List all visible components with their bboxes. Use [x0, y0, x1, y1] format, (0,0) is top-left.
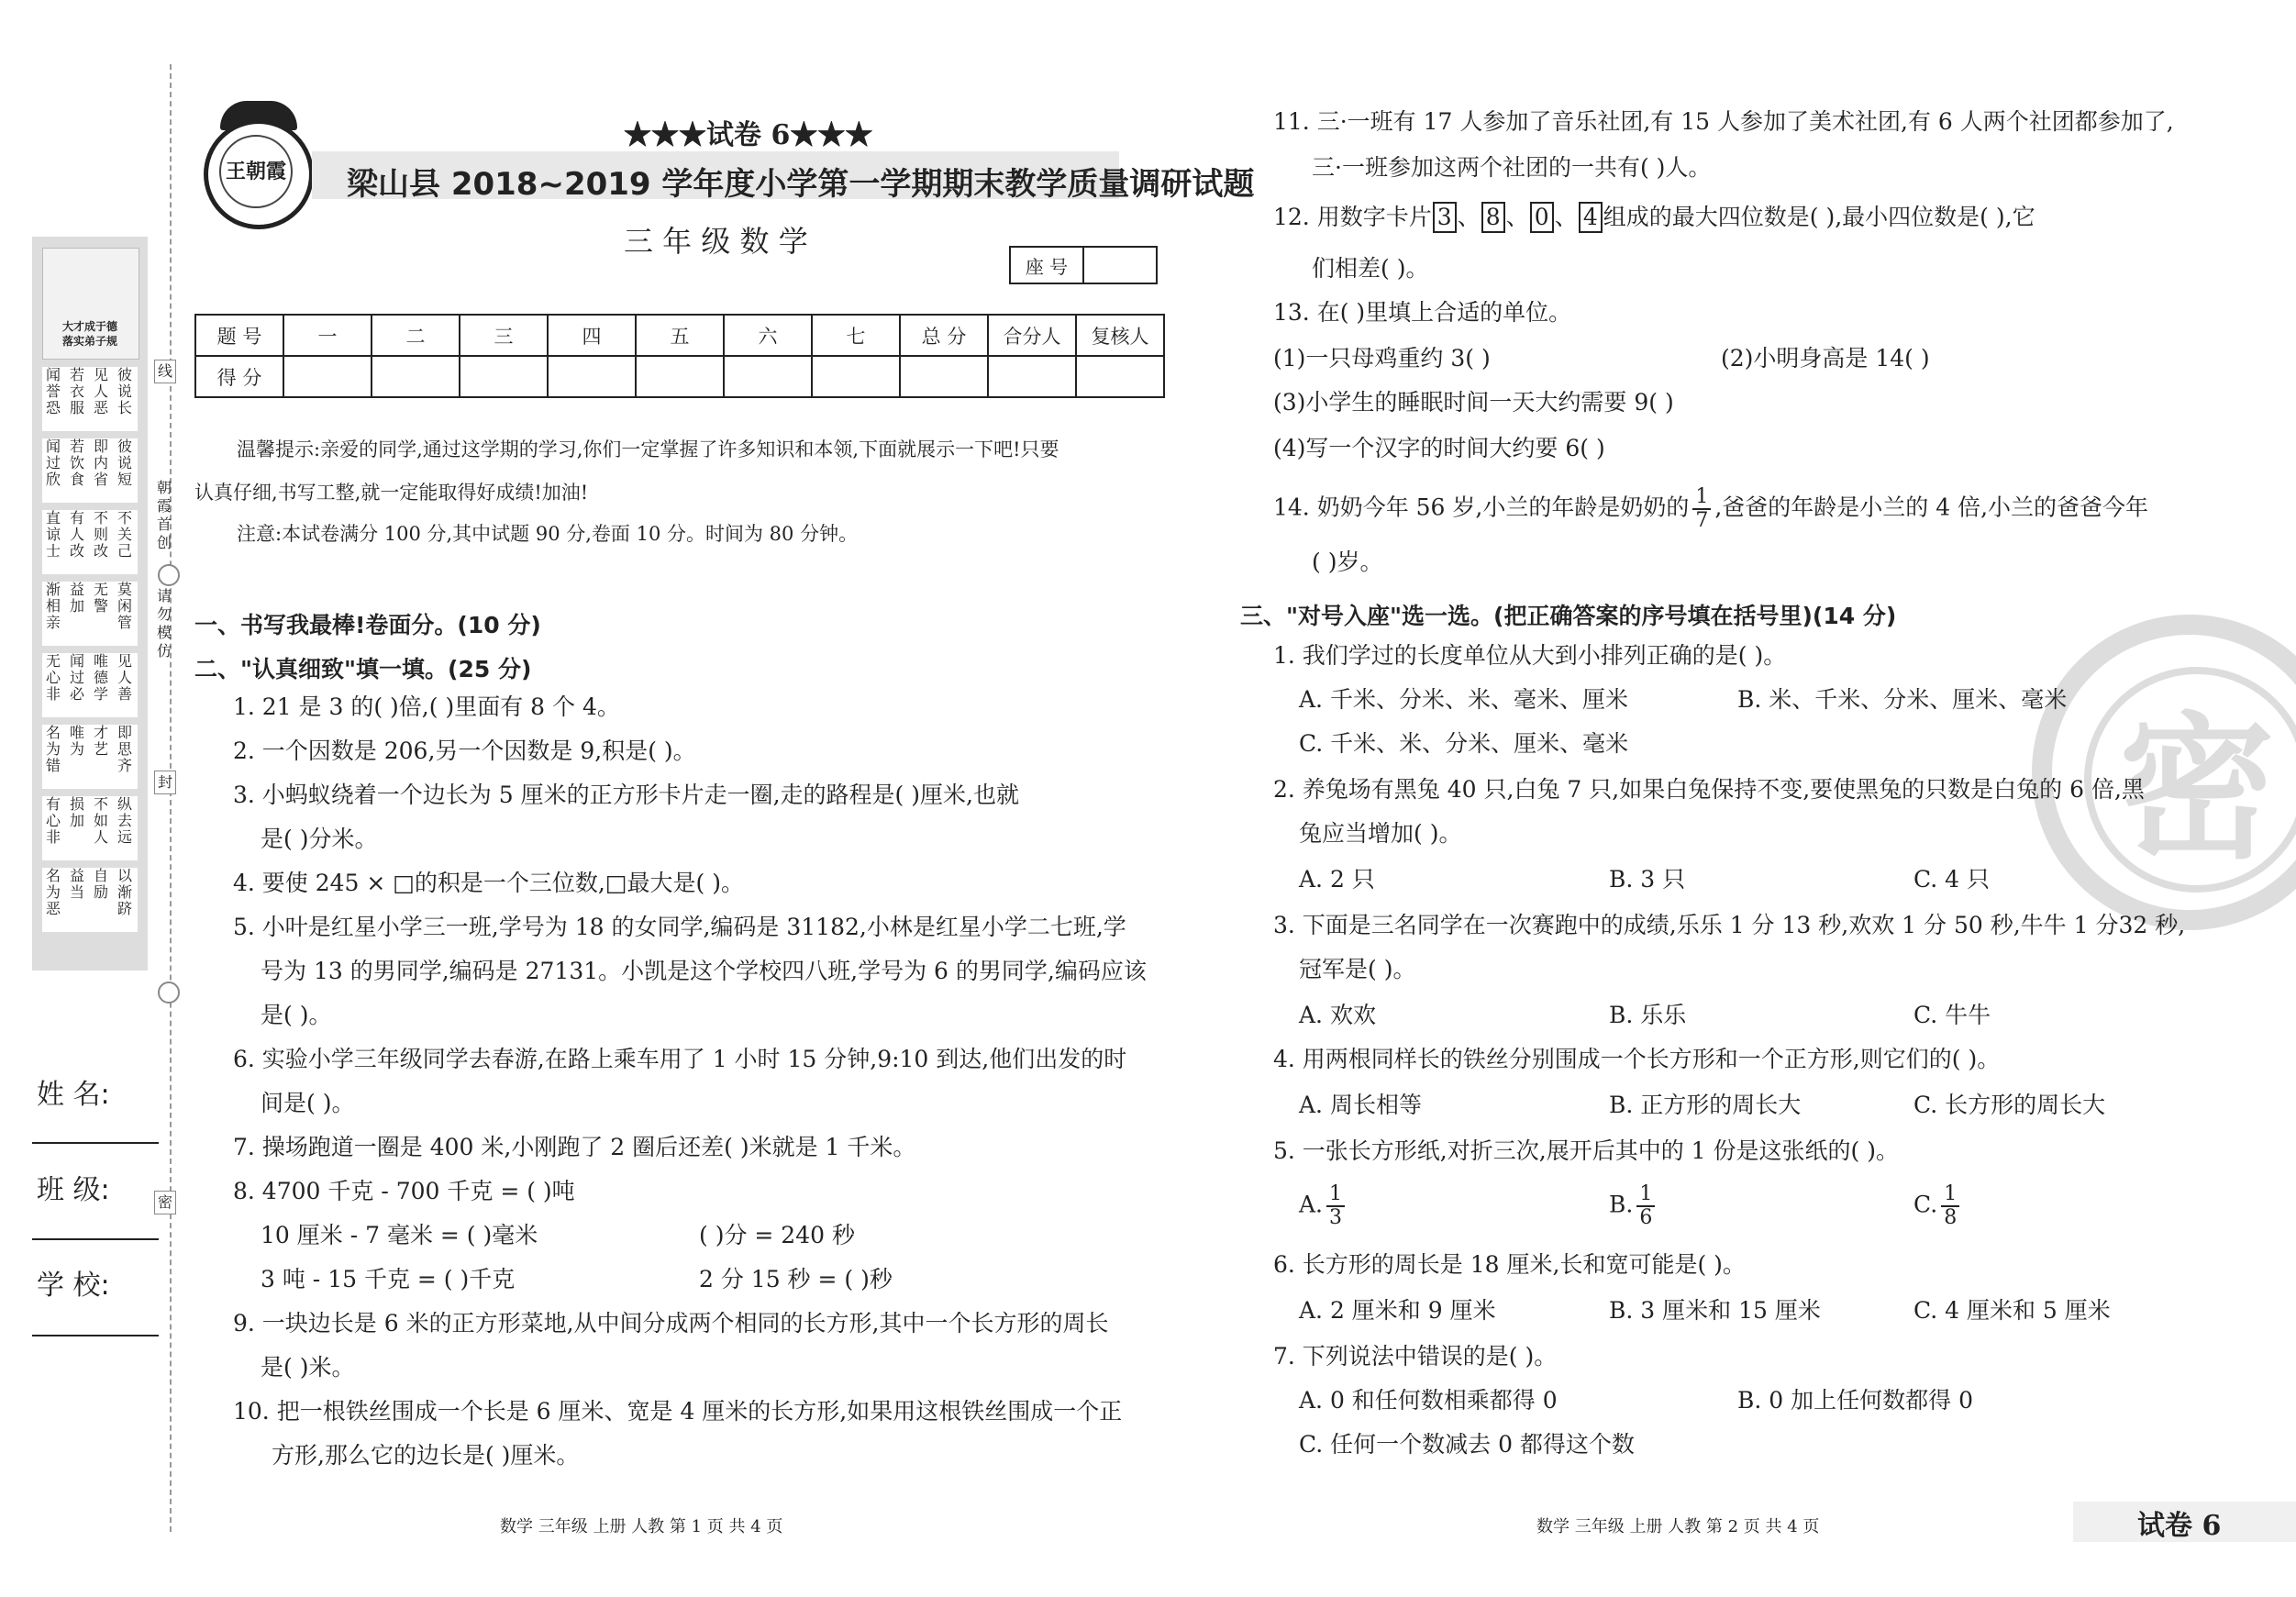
score-cell[interactable] — [460, 356, 548, 397]
poem-column: 唯 德 学 — [93, 652, 108, 703]
question-6: 6. 实验小学三年级同学去春游,在路上乘车用了 1 小时 15 分钟,9:10 到达,他们出发的时 — [233, 1046, 1127, 1072]
fraction-denominator: 3 — [1329, 1206, 1343, 1229]
poem-column: 无 心 非 — [45, 652, 61, 703]
score-value-row — [195, 356, 1164, 397]
poem-column: 名 为 错 — [45, 724, 61, 774]
choice-2-cont: 兔应当增加( )。 — [1299, 820, 1462, 847]
section-1-heading: 一、书写我最棒!卷面分。(10 分) — [194, 612, 541, 638]
motto-line-2: 落实弟子规 — [61, 335, 117, 348]
choice-1-option-c: C. 千米、米、分米、厘米、毫米 — [1299, 730, 1629, 757]
poem-column: 不 则 改 — [93, 509, 108, 560]
name-field[interactable] — [32, 1142, 159, 1144]
poem-column: 无 警 — [93, 581, 108, 615]
poem-column: 见 人 善 — [116, 652, 132, 703]
name-label: 姓 名: — [37, 1079, 110, 1111]
choice-7-option-b: B. 0 加上任何数都得 0 — [1737, 1387, 1973, 1414]
score-header-cell: 题 号 — [195, 315, 283, 356]
question-8-c: ( )分 = 240 秒 — [699, 1222, 855, 1248]
question-14-cont: ( )岁。 — [1312, 549, 1383, 575]
score-header-cell: 合分人 — [988, 315, 1076, 356]
choice-6-option-b: B. 3 厘米和 15 厘米 — [1609, 1297, 1821, 1324]
question-5-cont-1: 号为 13 的男同学,编码是 27131。小凯是这个学校四八班,学号为 6 的男同学,编码应该 — [261, 958, 1147, 984]
corner-badge: 试卷 6 — [2137, 1510, 2222, 1542]
fraction-numerator: 1 — [1941, 1183, 1959, 1207]
question-7: 7. 操场跑道一圈是 400 米,小刚跑了 2 圈后还差( )米就是 1 千米。 — [233, 1134, 916, 1160]
choice-5-option-c — [1913, 1183, 1963, 1229]
question-13-3: (3)小学生的睡眠时间一天大约需要 9( ) — [1273, 389, 1674, 416]
motto-line-1: 大才成于德 — [61, 320, 117, 333]
question-14-prefix: 14. 奶奶今年 56 岁,小兰的年龄是奶奶的 — [1273, 494, 1690, 521]
poem-column: 有 心 非 — [45, 795, 61, 846]
choice-1: 1. 我们学过的长度单位从大到小排列正确的是( )。 — [1273, 642, 1787, 669]
poem-column: 即 思 齐 — [116, 724, 132, 774]
binding-circle-1 — [158, 564, 180, 586]
option-letter: A. — [1299, 1191, 1324, 1218]
score-cell[interactable] — [548, 356, 636, 397]
vertical-note-2: 请 勿 模 仿 — [156, 587, 172, 660]
score-table — [194, 314, 1165, 398]
poem-column: 自 励 — [93, 867, 108, 901]
sidebar-motto — [40, 319, 139, 349]
poem-column: 见 人 恶 — [93, 366, 108, 416]
choice-4: 4. 用两根同样长的铁丝分别围成一个长方形和一个正方形,则它们的( )。 — [1273, 1046, 2001, 1072]
poem-column: 莫 闲 管 — [116, 581, 132, 631]
score-cell[interactable] — [988, 356, 1076, 397]
class-field[interactable] — [32, 1238, 159, 1240]
option-letter: B. — [1609, 1191, 1634, 1218]
school-label: 学 校: — [37, 1270, 110, 1302]
score-header-row — [195, 315, 1164, 356]
poem-column: 以 渐 跻 — [116, 867, 132, 917]
score-header-cell: 二 — [372, 315, 460, 356]
poem-column: 名 为 恶 — [45, 867, 61, 917]
score-cell[interactable] — [636, 356, 724, 397]
poem-column: 纵 去 远 — [116, 795, 132, 846]
poem-column: 不 如 人 — [93, 795, 108, 846]
number-card: 4 — [1579, 202, 1603, 233]
question-14 — [1273, 486, 2148, 532]
score-header-cell: 六 — [724, 315, 812, 356]
fraction-one-seventh — [1692, 486, 1711, 532]
question-10-cont: 方形,那么它的边长是( )厘米。 — [272, 1442, 580, 1469]
choice-2-option-b: B. 3 只 — [1609, 866, 1686, 893]
choice-1-option-a: A. 千米、分米、米、毫米、厘米 — [1299, 686, 1628, 713]
choice-4-option-c: C. 长方形的周长大 — [1913, 1092, 2106, 1118]
poem-column: 不 关 己 — [116, 509, 132, 560]
question-3-cont: 是( )分米。 — [261, 826, 378, 852]
score-header-cell: 总 分 — [900, 315, 988, 356]
choice-2-option-a: A. 2 只 — [1299, 866, 1375, 893]
poem-column: 益 当 — [69, 867, 84, 901]
choice-2-option-c: C. 4 只 — [1913, 866, 1990, 893]
score-header-cell: 复核人 — [1076, 315, 1164, 356]
choice-3-cont: 冠军是( )。 — [1299, 956, 1416, 982]
score-header-cell: 三 — [460, 315, 548, 356]
poem-column: 彼 说 短 — [116, 438, 132, 488]
binding-tag-seal: 封 — [154, 771, 176, 794]
question-13-1: (1)一只母鸡重约 3( ) — [1273, 345, 1491, 372]
score-header-cell: 七 — [812, 315, 900, 356]
choice-7-option-a: A. 0 和任何数相乘都得 0 — [1299, 1387, 1558, 1414]
stamp-char: 密 — [2118, 697, 2275, 881]
binding-tag-line: 线 — [154, 360, 176, 383]
choice-4-option-b: B. 正方形的周长大 — [1609, 1092, 1802, 1118]
secret-stamp — [2032, 615, 2296, 930]
footer-right: 数学 三年级 上册 人教 第 2 页 共 4 页 — [1536, 1517, 1820, 1536]
choice-5: 5. 一张长方形纸,对折三次,展开后其中的 1 份是这张纸的( )。 — [1273, 1137, 1899, 1164]
fraction-denominator: 6 — [1639, 1206, 1653, 1229]
score-header-cell: 五 — [636, 315, 724, 356]
fraction-one-sixth — [1636, 1183, 1655, 1229]
vertical-note-1: 朝 霞 首 创 — [156, 479, 172, 551]
score-cell[interactable] — [724, 356, 812, 397]
question-12: 12. 用数字卡片 3 、 8 、 0 、 4 组成的最大四位数是( ),最小四位数是( ),它 — [1273, 202, 2035, 233]
score-row-label: 得 分 — [195, 356, 283, 397]
question-12-cont: 们相差( )。 — [1312, 255, 1429, 282]
section-2-heading: 二、"认真细致"填一填。(25 分) — [194, 656, 532, 682]
poem-column: 才 艺 — [93, 724, 108, 758]
fraction-numerator: 1 — [1636, 1183, 1655, 1207]
question-4: 4. 要使 245 × □的积是一个三位数,□最大是( )。 — [233, 870, 744, 896]
poem-column: 若 衣 服 — [69, 366, 84, 416]
exam-title: 梁山县 2018~2019 学年度小学第一学期期末教学质量调研试题 — [347, 166, 1255, 203]
seat-label: 座 号 — [1010, 247, 1083, 283]
question-6-cont: 间是( )。 — [261, 1090, 355, 1116]
choice-7: 7. 下列说法中错误的是( )。 — [1273, 1343, 1558, 1370]
question-13-4: (4)写一个汉字的时间大约要 6( ) — [1273, 435, 1605, 461]
score-cell[interactable] — [283, 356, 372, 397]
poem-column: 有 人 改 — [69, 509, 84, 560]
poem-column: 即 内 省 — [93, 438, 108, 488]
score-header-cell: 一 — [283, 315, 372, 356]
notice-line-2: 认真仔细,书写工整,就一定能取得好成绩!加油! — [194, 482, 589, 504]
number-card: 3 — [1433, 202, 1457, 233]
class-label: 班 级: — [37, 1174, 110, 1206]
question-11-cont: 三·一班参加这两个社团的一共有( )人。 — [1312, 154, 1712, 181]
question-5: 5. 小叶是红星小学三一班,学号为 18 的女同学,编码是 31182,小林是红星小学二七班,学 — [233, 914, 1126, 940]
question-9-cont: 是( )米。 — [261, 1354, 355, 1381]
poem-column: 直 谅 士 — [45, 509, 61, 560]
score-header-cell: 四 — [548, 315, 636, 356]
poem-column: 损 加 — [69, 795, 84, 829]
choice-3: 3. 下面是三名同学在一次赛跑中的成绩,乐乐 1 分 13 秒,欢欢 1 分 50 秒,牛牛 1 分32 秒, — [1273, 912, 2186, 938]
question-13: 13. 在( )里填上合适的单位。 — [1273, 299, 1572, 326]
choice-5-option-a — [1299, 1183, 1348, 1229]
question-8-d: 3 吨 - 15 千克 = ( )千克 — [261, 1266, 516, 1292]
poem-column: 闻 过 欣 — [45, 438, 61, 488]
binding-circle-2 — [158, 981, 180, 1004]
choice-1-option-b: B. 米、千米、分米、厘米、毫米 — [1737, 686, 2068, 713]
question-10: 10. 把一根铁丝围成一个长是 6 厘米、宽是 4 厘米的长方形,如果用这根铁丝围成一个正 — [233, 1398, 1123, 1425]
question-11: 11. 三·一班有 17 人参加了音乐社团,有 15 人参加了美术社团,有 6 人两个社团都参加了, — [1273, 108, 2174, 135]
question-1: 1. 21 是 3 的( )倍,( )里面有 8 个 4。 — [233, 693, 620, 720]
fraction-denominator: 7 — [1695, 509, 1709, 532]
poem-column: 渐 相 亲 — [45, 581, 61, 631]
fraction-numerator: 1 — [1326, 1183, 1345, 1207]
notice-line-3: 注意:本试卷满分 100 分,其中试题 90 分,卷面 10 分。时间为 80 分钟。 — [237, 523, 859, 545]
seat-input[interactable] — [1083, 247, 1157, 283]
paper-number: ★★★试卷 6★★★ — [624, 119, 873, 151]
score-cell[interactable] — [372, 356, 460, 397]
question-9: 9. 一块边长是 6 米的正方形菜地,从中间分成两个相同的长方形,其中一个长方形的周长 — [233, 1310, 1109, 1336]
question-8: 8. 4700 千克 - 700 千克 = ( )吨 — [233, 1178, 575, 1204]
score-cell[interactable] — [812, 356, 900, 397]
fraction-denominator: 8 — [1944, 1206, 1958, 1229]
poem-column: 闻 誉 恐 — [45, 366, 61, 416]
poem-column: 若 饮 食 — [69, 438, 84, 488]
logo-text: 王朝霞 — [219, 135, 293, 208]
seat-number-box — [1009, 246, 1158, 284]
choice-3-option-a: A. 欢欢 — [1299, 1002, 1376, 1028]
binding-tag-secret: 密 — [154, 1191, 176, 1214]
number-card: 0 — [1530, 202, 1554, 233]
question-2: 2. 一个因数是 206,另一个因数是 9,积是( )。 — [233, 738, 696, 764]
notice-line-1: 温馨提示:亲爱的同学,通过这学期的学习,你们一定掌握了许多知识和本领,下面就展示一下吧!只要 — [237, 438, 1059, 460]
score-cell[interactable] — [900, 356, 988, 397]
question-3: 3. 小蚂蚁绕着一个边长为 5 厘米的正方形卡片走一圈,走的路程是( )厘米,也就 — [233, 782, 1019, 808]
question-8-b: 10 厘米 - 7 毫米 = ( )毫米 — [261, 1222, 538, 1248]
question-5-cont-2: 是( )。 — [261, 1002, 332, 1028]
publisher-logo — [204, 119, 314, 229]
fraction-one-third — [1326, 1183, 1345, 1229]
choice-7-option-c: C. 任何一个数减去 0 都得这个数 — [1299, 1431, 1635, 1458]
question-14-suffix: ,爸爸的年龄是小兰的 4 倍,小兰的爸爸今年 — [1714, 494, 2149, 521]
question-12-prefix: 12. 用数字卡片 — [1273, 204, 1432, 230]
score-cell[interactable] — [1076, 356, 1164, 397]
school-field[interactable] — [32, 1335, 159, 1336]
choice-3-option-b: B. 乐乐 — [1609, 1002, 1687, 1028]
poem-column: 益 加 — [69, 581, 84, 615]
poem-column: 唯 为 — [69, 724, 84, 758]
question-8-e: 2 分 15 秒 = ( )秒 — [699, 1266, 893, 1292]
fraction-numerator: 1 — [1692, 486, 1711, 510]
number-card: 8 — [1481, 202, 1505, 233]
subject-title: 三 年 级 数 学 — [624, 224, 808, 259]
choice-6: 6. 长方形的周长是 18 厘米,长和宽可能是( )。 — [1273, 1251, 1746, 1278]
choice-3-option-c: C. 牛牛 — [1913, 1002, 1991, 1028]
section-3-heading: 三、"对号入座"选一选。(把正确答案的序号填在括号里)(14 分) — [1240, 603, 1897, 629]
choice-4-option-a: A. 周长相等 — [1299, 1092, 1422, 1118]
choice-2: 2. 养兔场有黑兔 40 只,白兔 7 只,如果白兔保持不变,要使黑兔的只数是白兔的 6 倍,黑 — [1273, 776, 2145, 803]
fraction-one-eighth — [1941, 1183, 1959, 1229]
binding-line — [170, 64, 172, 1532]
choice-5-option-b — [1609, 1183, 1658, 1229]
poem-column: 彼 说 长 — [116, 366, 132, 416]
choice-6-option-c: C. 4 厘米和 5 厘米 — [1913, 1297, 2111, 1324]
choice-6-option-a: A. 2 厘米和 9 厘米 — [1299, 1297, 1496, 1324]
option-letter: C. — [1913, 1191, 1938, 1218]
question-13-2: (2)小明身高是 14( ) — [1721, 345, 1930, 372]
footer-left: 数学 三年级 上册 人教 第 1 页 共 4 页 — [500, 1517, 783, 1536]
question-12-suffix: 组成的最大四位数是( ),最小四位数是( ),它 — [1603, 204, 2035, 230]
poem-column: 闻 过 必 — [69, 652, 84, 703]
